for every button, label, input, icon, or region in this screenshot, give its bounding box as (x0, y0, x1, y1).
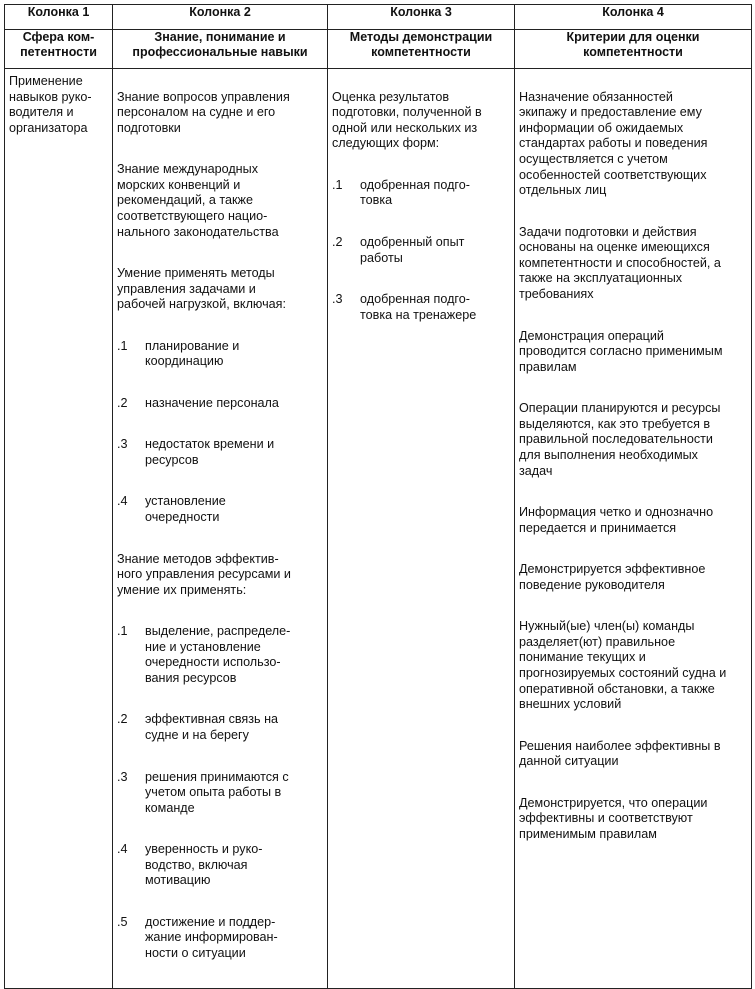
competence-text: Применение навыков руко- водителя и организатора (9, 74, 92, 135)
list-item: .3 недостаток времени и ресурсов (117, 437, 275, 467)
column-header-3: Колонка 3 (328, 5, 515, 30)
criteria-para: Нужный(ые) член(ы) команды разделяет(ют) правильное понимание текущих и прогнозируемых состояний судна и оперативной обстановки, а также внешних условий (519, 619, 727, 712)
criteria-para: Информация четко и однозначно передается и принимается (519, 505, 714, 535)
column-header-row (5, 5, 752, 30)
list-item: .2 назначение персонала (117, 395, 279, 410)
subheader-criteria: Критерии для оценки компетентности (515, 30, 752, 69)
criteria-para: Демонстрация операций проводится согласно применимым правилам (519, 328, 723, 374)
list-item: .1 планирование и координацию (117, 338, 240, 369)
list-item: .1 выделение, распределе- ние и установление очередности использо- вания ресурсов (117, 624, 291, 685)
methods-cell (328, 69, 515, 989)
list-item: .1 одобренная подго- товка (332, 177, 470, 208)
column-header-2: Колонка 2 (113, 5, 328, 30)
criteria-cell (515, 69, 752, 989)
criteria-para: Операции планируются и ресурсы выделяются, как это требуется в правильной последовательности для выполнения необходимых задач (519, 401, 721, 478)
subheader-methods: Методы демонстрации компетентности (328, 30, 515, 69)
competence-cell (5, 69, 113, 989)
criteria-para: Задачи подготовки и действия основаны на оценке имеющихся компетентности и способностей, а также на эксплуатационных требованиях (519, 224, 721, 302)
knowledge-para-2: Знание международных морских конвенций и рекомендаций, а также соответствующего нацио- нального законодательства (117, 162, 279, 239)
criteria-para: Демонстрируется эффективное поведение руководителя (519, 562, 706, 592)
knowledge-para-1: Знание вопросов управления персоналом на судне и его подготовки (117, 89, 290, 135)
list-item: .3 одобренная подго- товка на тренажере (332, 292, 477, 322)
criteria-para: Решения наиболее эффективны в данной ситуации (519, 738, 721, 769)
criteria-para: Демонстрируется, что операции эффективны и соответствуют применимым правилам (519, 795, 708, 841)
subheader-knowledge: Знание, понимание и профессиональные навыки (113, 30, 328, 69)
competence-table (4, 4, 752, 989)
column-header-1: Колонка 1 (5, 5, 113, 30)
knowledge-cell (113, 69, 328, 989)
list-item: .5 достижение и поддер- жание информирован- ности о ситуации (117, 914, 278, 961)
methods-intro: Оценка результатов подготовки, полученной в одной или нескольких из следующих форм: (332, 89, 482, 151)
list-item: .2 эффективная связь на судне и на берегу (117, 712, 279, 743)
knowledge-para-4: Знание методов эффектив- ного управления ресурсами и умение их применять: (117, 551, 291, 597)
criteria-para: Назначение обязанностей экипажу и предоставление ему информации об ожидаемых стандартах работы и поведения осуществляется с учетом особенностей соответствующих отдельных лиц (519, 89, 708, 198)
subheader-row (5, 30, 752, 69)
knowledge-para-3: Умение применять методы управления задачами и рабочей нагрузкой, включая: (117, 266, 286, 312)
subheader-competence: Сфера ком- петентности (5, 30, 113, 69)
list-item: .2 одобренный опыт работы (332, 234, 465, 265)
column-header-4: Колонка 4 (515, 5, 752, 30)
list-item: .4 установление очередности (117, 494, 226, 525)
content-row (5, 69, 752, 989)
list-item: .4 уверенность и руко- водство, включая мотивацию (117, 842, 263, 888)
list-item: .3 решения принимаются с учетом опыта работы в команде (117, 769, 289, 815)
